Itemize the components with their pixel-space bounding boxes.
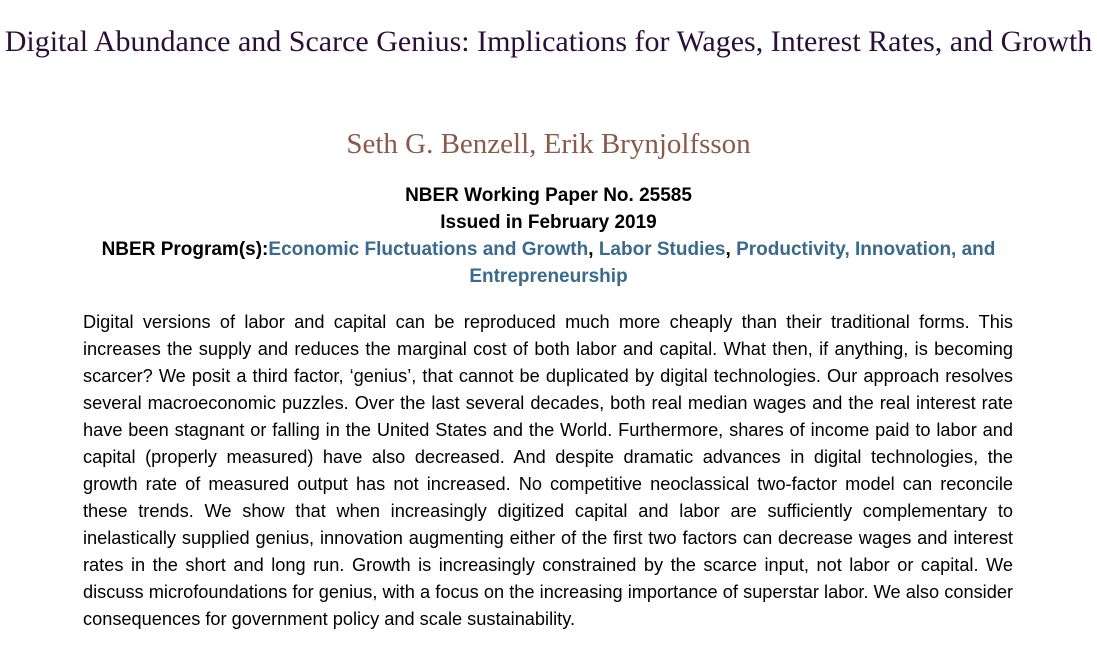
paper-meta [0, 182, 1097, 290]
program-link-labor-studies[interactable]: Labor Studies [598, 239, 726, 260]
program-separator: , [725, 239, 737, 260]
program-link-economic-fluctuations[interactable]: Economic Fluctuations and Growth [268, 239, 589, 260]
program-link-productivity[interactable]: Productivity, Innovation, and Entrepreneurship [469, 239, 996, 287]
programs-label: NBER Program(s): [101, 239, 269, 260]
program-separator: , [588, 239, 599, 260]
issue-date: Issued in February 2019 [440, 212, 657, 233]
paper-authors: Seth G. Benzell, Erik Brynjolfsson [346, 128, 751, 160]
paper-title: Digital Abundance and Scarce Genius: Implications for Wages, Interest Rates, and Growth [4, 25, 1093, 58]
paper-abstract: Digital versions of labor and capital can be reproduced much more cheaply than their traditional forms. This increases the supply and reduces the marginal cost of both labor and capital. What then, if anything, is becoming scarcer? We posit a third factor, ‘genius’, that cannot be duplicated by digital technologies. Our approach resolves several macroeconomic puzzles. Over the last several decades, both real median wages and the real interest rate have been stagnant or falling in the United States and the World. Furthermore, shares of income paid to labor and capital (properly measured) have also decreased. And despite dramatic advances in digital technologies, the growth rate of measured output has not increased. No competitive neoclassical two-factor model can reconcile these trends. We show that when increasingly digitized capital and labor are sufficiently complementary to inelastically supplied genius, innovation augmenting either of the first two factors can decrease wages and interest rates in the short and long run. Growth is increasingly constrained by the scarce input, not labor or capital. We discuss microfoundations for genius, with a focus on the increasing importance of superstar labor. We also consider consequences for government policy and scale sustainability. [83, 312, 1013, 629]
program-list [79, 236, 1019, 290]
working-paper-number: NBER Working Paper No. 25585 [405, 185, 692, 206]
